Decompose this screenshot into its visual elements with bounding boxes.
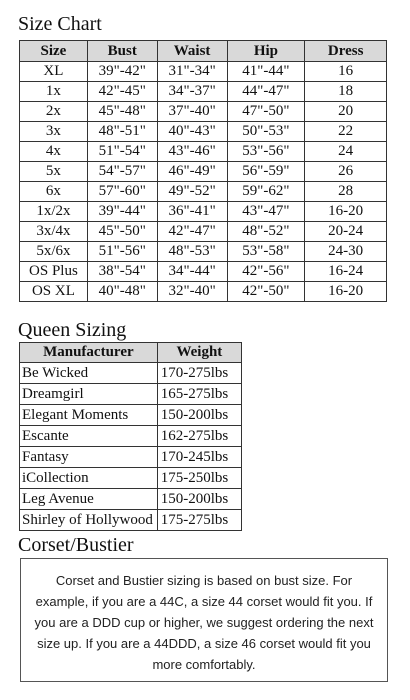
hip-cell: 42"-56": [227, 262, 305, 282]
table-row: [20, 363, 242, 384]
waist-cell: 40"-43": [157, 122, 227, 142]
waist-cell: 31"-34": [157, 62, 227, 82]
weight-cell: 170-245lbs: [157, 447, 241, 468]
hip-cell: 59"-62": [227, 182, 305, 202]
table-row: [20, 262, 387, 282]
hip-cell: 56"-59": [227, 162, 305, 182]
size-chart-table: [19, 40, 387, 302]
dress-cell: 28: [305, 182, 387, 202]
hip-cell: 50"-53": [227, 122, 305, 142]
hip-cell: 43"-47": [227, 202, 305, 222]
dress-cell: 16-20: [305, 282, 387, 302]
corset-sizing-text: Corset and Bustier sizing is based on bust size. For example, if you are a 44C, a size 44 corset would fit you. If you are a DDD cup or higher, we suggest ordering the next size up. If you are a 44DDD, a size 46 corset would fit you more comfortably.: [34, 573, 374, 672]
size-cell: 2x: [20, 102, 88, 122]
waist-cell: 34"-44": [157, 262, 227, 282]
manufacturer-cell: Fantasy: [20, 447, 158, 468]
column-header-manufacturer: Manufacturer: [20, 343, 158, 363]
hip-cell: 53"-58": [227, 242, 305, 262]
table-row: [20, 182, 387, 202]
table-row: [20, 82, 387, 102]
bust-cell: 57"-60": [87, 182, 157, 202]
table-row: [20, 242, 387, 262]
waist-cell: 43"-46": [157, 142, 227, 162]
bust-cell: 45"-50": [87, 222, 157, 242]
size-cell: 3x: [20, 122, 88, 142]
waist-cell: 48"-53": [157, 242, 227, 262]
dress-cell: 16: [305, 62, 387, 82]
hip-cell: 41"-44": [227, 62, 305, 82]
manufacturer-cell: Elegant Moments: [20, 405, 158, 426]
bust-cell: 40"-48": [87, 282, 157, 302]
table-row: [20, 142, 387, 162]
weight-cell: 175-275lbs: [157, 510, 241, 531]
dress-cell: 22: [305, 122, 387, 142]
bust-cell: 42"-45": [87, 82, 157, 102]
size-cell: OS XL: [20, 282, 88, 302]
queen-sizing-table: [19, 342, 242, 531]
hip-cell: 42"-50": [227, 282, 305, 302]
dress-cell: 16-20: [305, 202, 387, 222]
size-cell: OS Plus: [20, 262, 88, 282]
table-row: [20, 405, 242, 426]
table-row: [20, 447, 242, 468]
dress-cell: 18: [305, 82, 387, 102]
table-row: [20, 510, 242, 531]
size-cell: 4x: [20, 142, 88, 162]
dress-cell: 24: [305, 142, 387, 162]
queen-sizing-title: Queen Sizing: [18, 319, 127, 341]
manufacturer-cell: Dreamgirl: [20, 384, 158, 405]
table-row: [20, 384, 242, 405]
table-row: [20, 426, 242, 447]
weight-cell: 170-275lbs: [157, 363, 241, 384]
bust-cell: 51"-56": [87, 242, 157, 262]
waist-cell: 42"-47": [157, 222, 227, 242]
weight-cell: 175-250lbs: [157, 468, 241, 489]
size-cell: 1x/2x: [20, 202, 88, 222]
dress-cell: 16-24: [305, 262, 387, 282]
column-header-hip: Hip: [227, 41, 305, 62]
weight-cell: 165-275lbs: [157, 384, 241, 405]
column-header-size: Size: [20, 41, 88, 62]
bust-cell: 39"-42": [87, 62, 157, 82]
dress-cell: 26: [305, 162, 387, 182]
bust-cell: 38"-54": [87, 262, 157, 282]
bust-cell: 39"-44": [87, 202, 157, 222]
table-row: [20, 282, 387, 302]
corset-sizing-note: [20, 558, 388, 682]
manufacturer-cell: Shirley of Hollywood: [20, 510, 158, 531]
column-header-bust: Bust: [87, 41, 157, 62]
table-row: [20, 468, 242, 489]
queen-sizing-header-row: [20, 343, 242, 363]
waist-cell: 37"-40": [157, 102, 227, 122]
manufacturer-cell: Leg Avenue: [20, 489, 158, 510]
manufacturer-cell: Escante: [20, 426, 158, 447]
table-row: [20, 122, 387, 142]
weight-cell: 162-275lbs: [157, 426, 241, 447]
waist-cell: 36"-41": [157, 202, 227, 222]
column-header-waist: Waist: [157, 41, 227, 62]
bust-cell: 45"-48": [87, 102, 157, 122]
waist-cell: 46"-49": [157, 162, 227, 182]
dress-cell: 24-30: [305, 242, 387, 262]
size-chart-header-row: [20, 41, 387, 62]
table-row: [20, 222, 387, 242]
manufacturer-cell: Be Wicked: [20, 363, 158, 384]
bust-cell: 54"-57": [87, 162, 157, 182]
column-header-weight: Weight: [157, 343, 241, 363]
hip-cell: 53"-56": [227, 142, 305, 162]
size-chart-title: Size Chart: [18, 13, 102, 35]
bust-cell: 51"-54": [87, 142, 157, 162]
size-cell: 5x/6x: [20, 242, 88, 262]
size-cell: 6x: [20, 182, 88, 202]
table-row: [20, 102, 387, 122]
size-cell: 1x: [20, 82, 88, 102]
table-row: [20, 62, 387, 82]
weight-cell: 150-200lbs: [157, 489, 241, 510]
corset-bustier-title: Corset/Bustier: [18, 534, 134, 556]
bust-cell: 48"-51": [87, 122, 157, 142]
manufacturer-cell: iCollection: [20, 468, 158, 489]
size-cell: 3x/4x: [20, 222, 88, 242]
waist-cell: 32"-40": [157, 282, 227, 302]
table-row: [20, 202, 387, 222]
table-row: [20, 162, 387, 182]
size-cell: XL: [20, 62, 88, 82]
hip-cell: 47"-50": [227, 102, 305, 122]
dress-cell: 20-24: [305, 222, 387, 242]
column-header-dress: Dress: [305, 41, 387, 62]
hip-cell: 48"-52": [227, 222, 305, 242]
waist-cell: 49"-52": [157, 182, 227, 202]
dress-cell: 20: [305, 102, 387, 122]
size-cell: 5x: [20, 162, 88, 182]
weight-cell: 150-200lbs: [157, 405, 241, 426]
hip-cell: 44"-47": [227, 82, 305, 102]
waist-cell: 34"-37": [157, 82, 227, 102]
table-row: [20, 489, 242, 510]
